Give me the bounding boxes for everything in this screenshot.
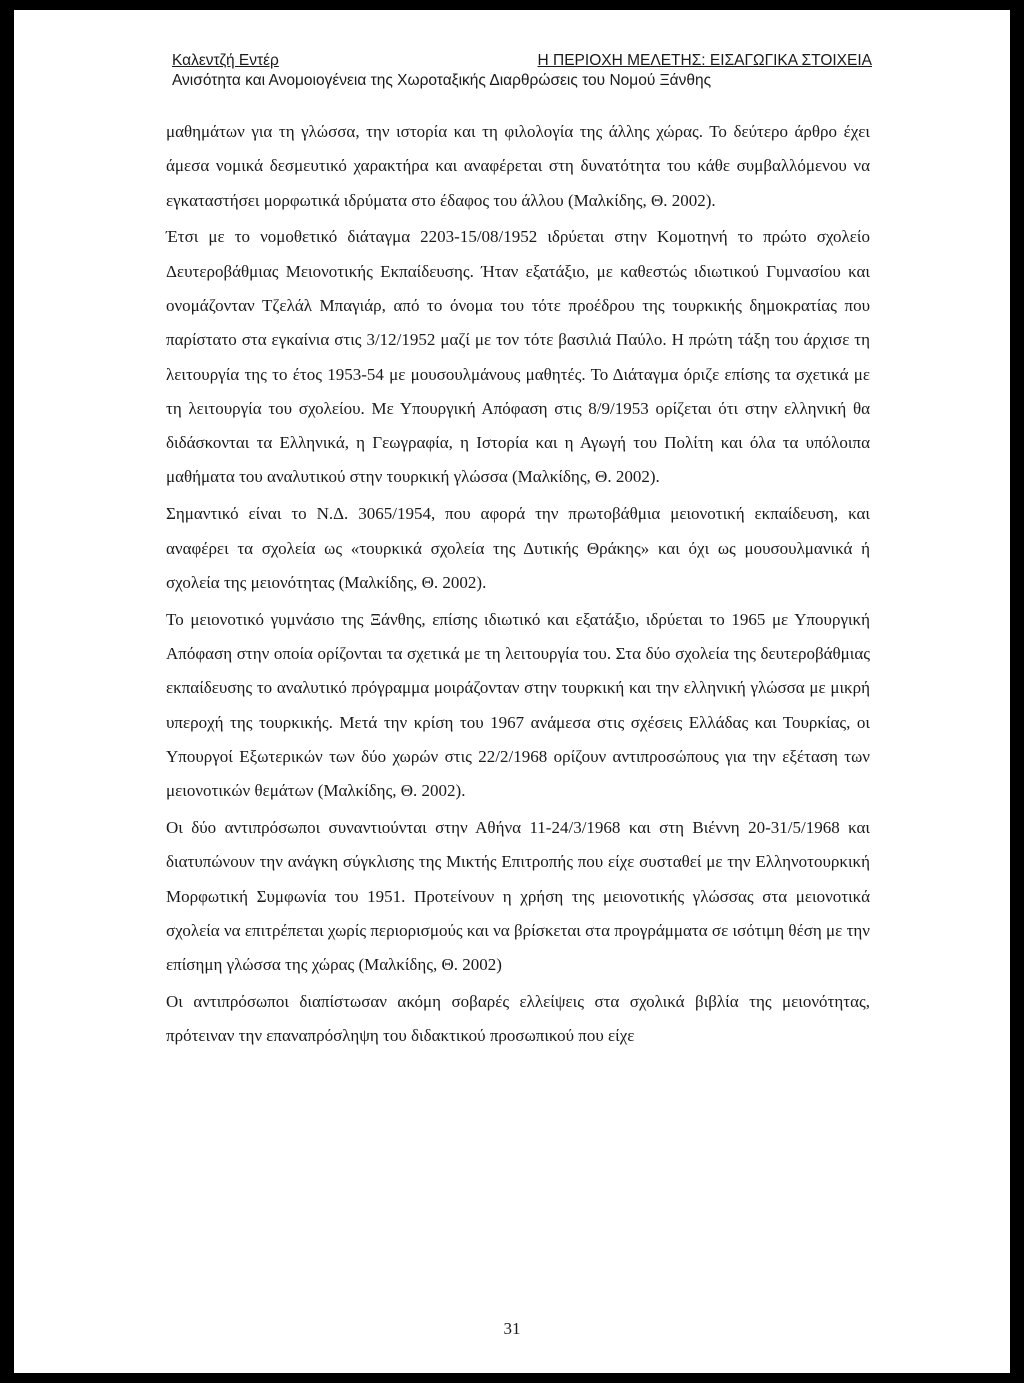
paragraph: Οι δύο αντιπρόσωποι συναντιούνται στην Αθήνα 11-24/3/1968 και στη Βιέννη 20-31/5/1968 και διατυπώνουν την ανάγκη σύγκλισης της Μικτής Επιτροπής που είχε συσταθεί με την Ελληνοτουρκική Μορφωτική Συμφωνία του 1951. Προτείνουν η χρήση της μειονοτικής γλώσσας στα μειονοτικά σχολεία να επιτρέπεται χωρίς περιορισμούς και να βρίσκεται στα προγράμματα σε ισότιμη θέση με την επίσημη γλώσσα της χώρας (Μαλκίδης, Θ. 2002) [166, 817, 870, 975]
header-section: Η ΠΕΡΙΟΧΗ ΜΕΛΕΤΗΣ: ΕΙΣΑΓΩΓΙΚΑ ΣΤΟΙΧΕΙΑ [537, 52, 872, 69]
header-author: Καλεντζή Εντέρ [172, 52, 279, 69]
page-number: 31 [503, 1319, 521, 1338]
running-header-top-row [172, 51, 872, 71]
paragraph: Έτσι με το νομοθετικό διάταγμα 2203-15/08/1952 ιδρύεται στην Κομοτηνή το πρώτο σχολείο Δευτεροβάθμιας Μειονοτικής Εκπαίδευσης. Ήταν εξατάξιο, με καθεστώς ιδιωτικού Γυμνασίου και ονομάζονταν Τζελάλ Μπαγιάρ, από το όνομα του τότε προέδρου της τουρκικής δημοκρατίας που παρίστατο στα εγκαίνια στις 3/12/1952 μαζί με τον τότε βασιλιά Παύλο. Η πρώτη τάξη του άρχισε τη λειτουργία της το έτος 1953-54 με μουσουλμάνους μαθητές. Το Διάταγμα όριζε επίσης τα σχετικά με τη λειτουργία του σχολείου. Με Υπουργική Απόφαση στις 8/9/1953 ορίζεται ότι στην ελληνική θα διδάσκονται τα Ελληνικά, η Γεωγραφία, η Ιστορία και η Αγωγή του Πολίτη και όλα τα υπόλοιπα μαθήματα του αναλυτικού στην τουρκική γλώσσα (Μαλκίδης, Θ. 2002). [166, 227, 870, 487]
running-header [172, 51, 872, 91]
paragraph: μαθημάτων για τη γλώσσα, την ιστορία και τη φιλολογία της άλλης χώρας. Το δεύτερο άρθρο έχει άμεσα νομικά δεσμευτικό χαρακτήρα και αναφέρεται στη δυνατότητα του κάθε συμβαλλόμενου να εγκαταστήσει μορφωτικά ιδρύματα στο έδαφος του άλλου (Μαλκίδης, Θ. 2002). [166, 122, 870, 210]
paragraph: Σημαντικό είναι το Ν.Δ. 3065/1954, που αφορά την πρωτοβάθμια μειονοτική εκπαίδευση, και αναφέρει τα σχολεία ως «τουρκικά σχολεία της Δυτικής Θράκης» και όχι ως μουσουλμανικά ή σχολεία της μειονότητας (Μαλκίδης, Θ. 2002). [166, 504, 870, 592]
document-page [14, 10, 1010, 1373]
header-thesis-title: Ανισότητα και Ανομοιογένεια της Χωροταξικής Διαρθρώσεις του Νομού Ξάνθης [172, 72, 712, 89]
body-text [166, 115, 870, 1054]
paragraph: Το μειονοτικό γυμνάσιο της Ξάνθης, επίσης ιδιωτικό και εξατάξιο, ιδρύεται το 1965 με Υπουργική Απόφαση στην οποία ορίζονται τα σχετικά με τη λειτουργία του. Στα δύο σχολεία της δευτεροβάθμιας εκπαίδευσης το αναλυτικό πρόγραμμα μοιράζονταν στην τουρκική και την ελληνική γλώσσα με μικρή υπεροχή της τουρκικής. Μετά την κρίση του 1967 ανάμεσα στις σχέσεις Ελλάδας και Τουρκίας, οι Υπουργοί Εξωτερικών των δύο χωρών στις 22/2/1968 ορίζουν αντιπροσώπους για την εξέταση των μειονοτικών θεμάτων (Μαλκίδης, Θ. 2002). [166, 609, 870, 801]
paragraph: Οι αντιπρόσωποι διαπίστωσαν ακόμη σοβαρές ελλείψεις στα σχολικά βιβλία της μειονότητας, πρότειναν την επαναπρόσληψη του διδακτικού προσωπικού που είχε [166, 991, 870, 1046]
